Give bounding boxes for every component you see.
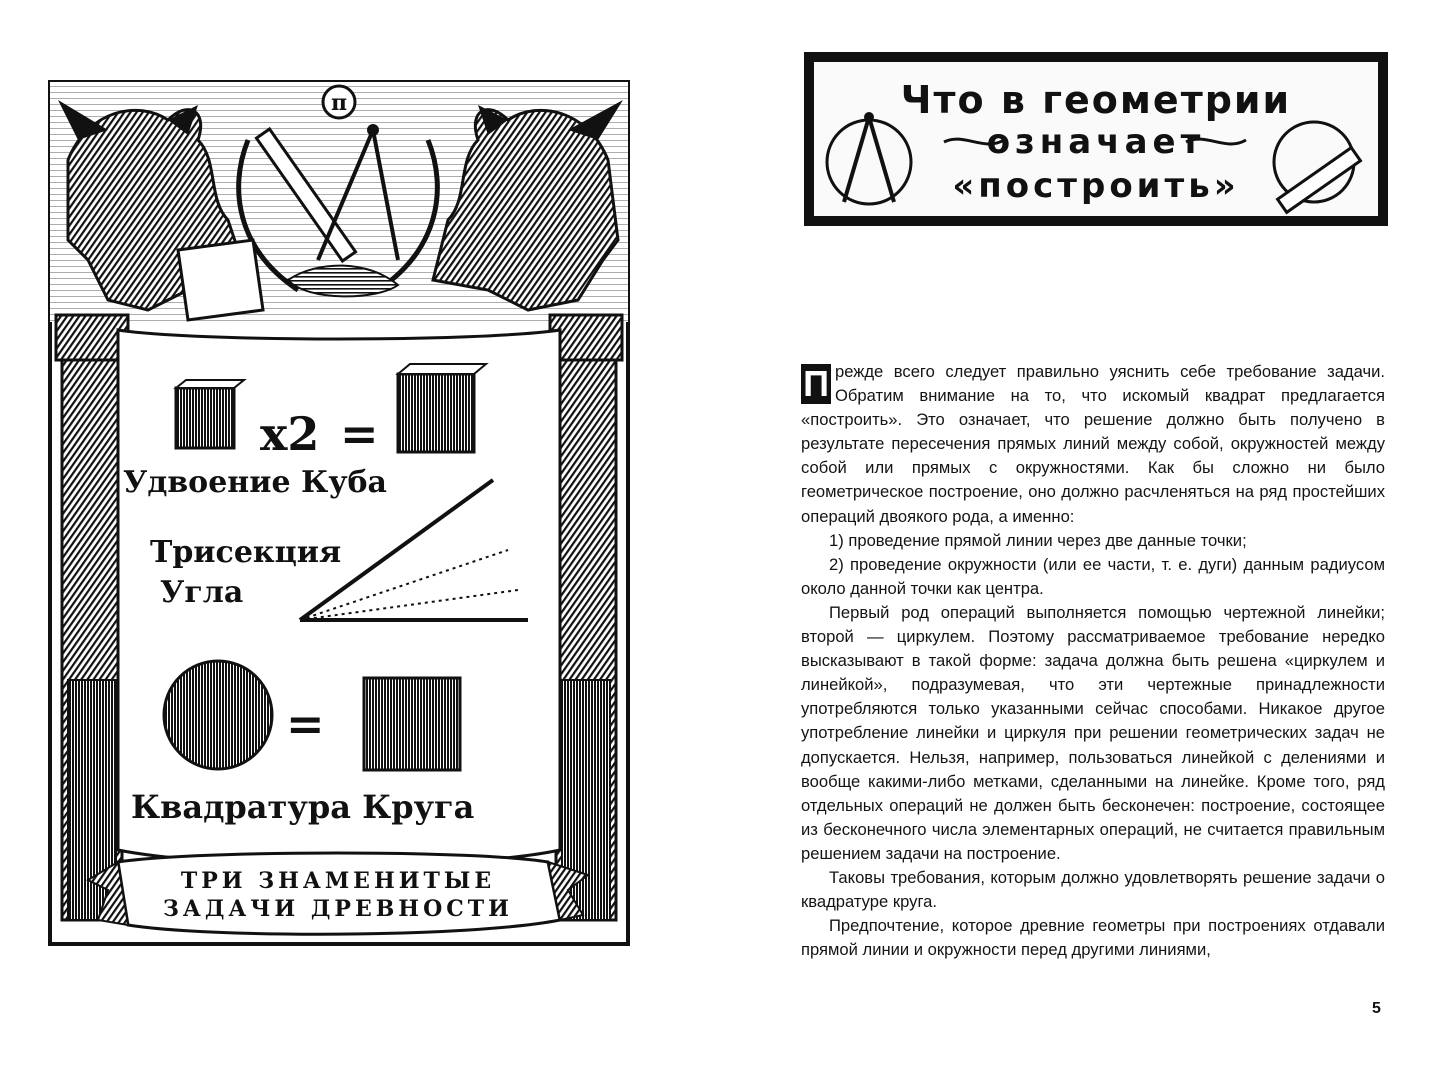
body-text — [801, 360, 1385, 962]
quadrature-label: Квадратура Круга — [131, 788, 475, 826]
chapter-title-line-3: «построить» — [952, 166, 1240, 206]
times-two-label: x2 — [260, 407, 320, 461]
equals-sign-bottom: = — [286, 697, 325, 751]
drop-cap: П — [801, 364, 831, 404]
chapter-title-banner — [804, 52, 1388, 226]
list-item-2: 2) проведение окружности (или ее части, т. е. дуги) данным радиусом около данной точки как центра. — [801, 554, 1385, 598]
ribbon-line-1: ТРИ ЗНАМЕНИТЫЕ — [180, 868, 496, 894]
chapter-title-line-2: означает — [986, 122, 1206, 162]
trisection-label-2: Угла — [160, 575, 244, 610]
chapter-title-line-1: Что в геометрии — [900, 78, 1292, 122]
engraving-svg — [48, 80, 630, 946]
square-shape — [364, 678, 460, 770]
pi-symbol: π — [330, 90, 348, 116]
equals-sign-top: = — [340, 407, 379, 461]
open-book — [178, 240, 263, 320]
trisection-label-1: Трисекция — [150, 535, 342, 570]
cube-small — [176, 380, 244, 448]
list-item-1: 1) проведение прямой линии через две данные точки; — [829, 530, 1247, 550]
chapter-banner-inner — [811, 59, 1381, 219]
paragraph-1 — [801, 360, 1385, 529]
paragraph-3: Таковы требования, которым должно удовлетворять решение задачи о квадратуре круга. — [801, 867, 1385, 912]
paragraph-2: Первый род операций выполняется помощью чертежной линейки; второй — циркулем. Поэтому рассматриваемое требование нередко высказывают в такой форме: задача должна быть решена «циркулем и линейкой», подразумевая, что эти чертежные принадлежности употребляются только указанными сейчас способами. Никакое другое употребление линейки и циркуля при решении геометрических задач не допускается. Нельзя, например, пользоваться линейкой с делениями и вообще какими-либо метками, сделанными на линейке. Кроме того, ряд отдельных операций не должен быть бесконечен: построение, состоящее из бесконечного числа элементарных операций, не считается правильным решением задачи на построение. — [801, 602, 1385, 863]
ribbon-line-2: ЗАДАЧИ ДРЕВНОСТИ — [163, 896, 513, 922]
illustration-plate — [48, 80, 630, 946]
paragraph-4: Предпочтение, которое древние геометры при построениях отдавали прямой линии и окружности перед другими линиями, — [801, 916, 1385, 960]
circle-shape — [164, 661, 272, 769]
paragraph-1-text: режде всего следует правильно уяснить себе требование задачи. Обратим внимание на то, что искомый квадрат предлагается «построить». Это означает, что решение должно быть получено в результате пересечения прямых линий между собой, окружностей между собой или прямых с окружностями. Как бы сложно ни было геометрическое построение, оно должно расчленяться на ряд простейших операций двоякого рода, а именно: — [801, 362, 1385, 526]
page-number: 5 — [1372, 1000, 1381, 1017]
doubling-cube-label: Удвоение Куба — [123, 465, 387, 500]
cube-large — [398, 364, 486, 452]
